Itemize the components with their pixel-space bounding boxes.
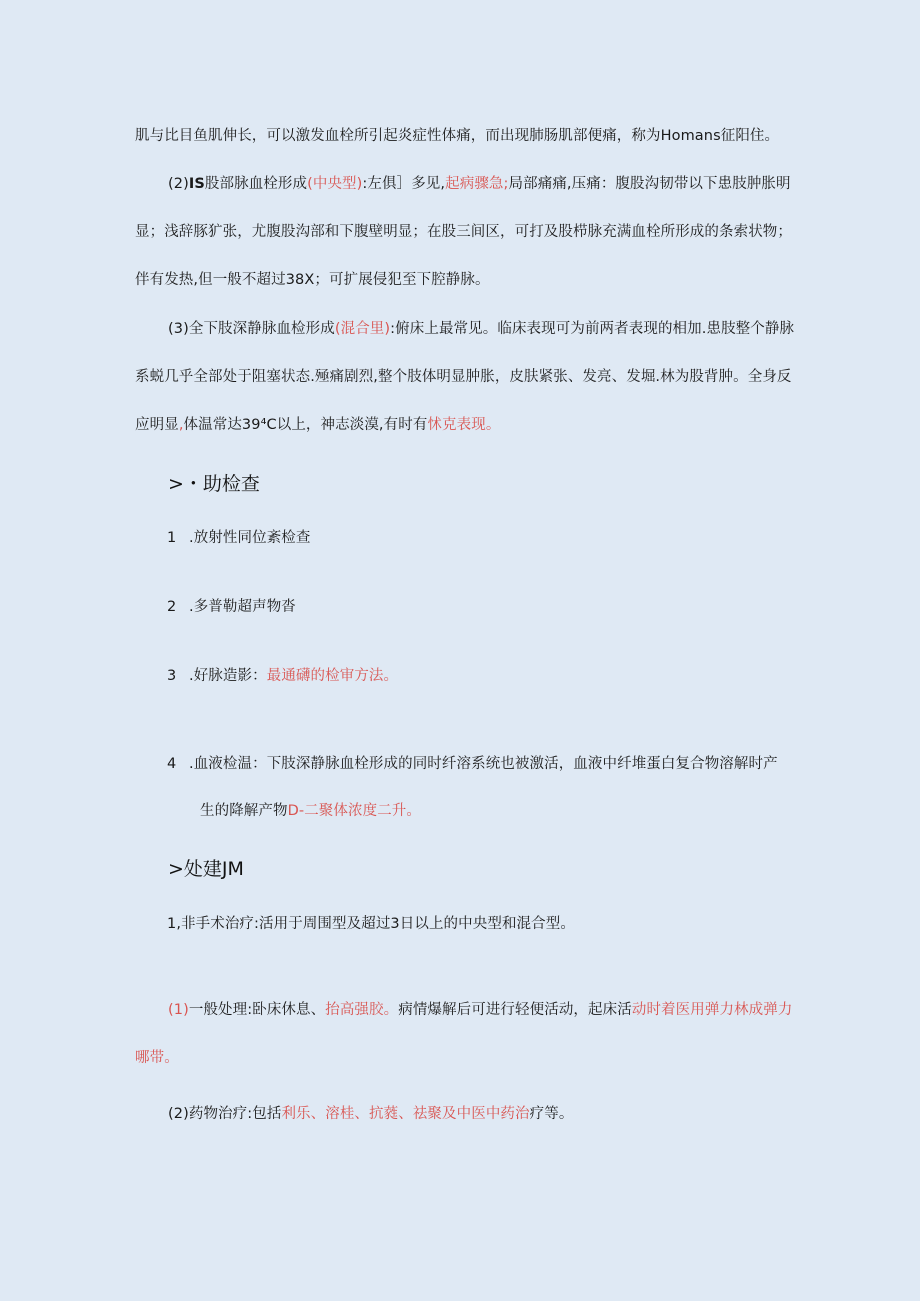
highlight-text: 最通礴的检审方法。: [266, 668, 399, 684]
highlight-text: (中央型): [307, 176, 363, 192]
paragraph-text: 局部痛痛,压痛：腹股沟韧带以下患肢肿胀明: [508, 176, 791, 192]
paragraph-text: :俯床上最常见。临床表现可为前两者表现的相加.患肢整个静脉: [390, 321, 795, 337]
paragraph-line: [135, 415, 500, 435]
paragraph-text: 系蜕几乎全部处于阻塞状态.殛痛剧烈,整个肢体明显肿胀，皮肤紧张、发亮、发堀.林为股背肿。全身反: [135, 369, 792, 385]
list-number: 3: [167, 668, 177, 684]
list-item: [167, 528, 311, 548]
highlight-text: 动时着医用弹力林成弹力: [631, 1002, 793, 1018]
sub-item-text: 病情爆解后可进行轻便活动，起床活: [398, 1002, 632, 1018]
sub-item-text: 一般处理:卧床休息、: [188, 1002, 326, 1018]
list-number: 4: [167, 756, 177, 772]
paragraph-line: [168, 174, 791, 194]
paragraph-line: [135, 367, 792, 387]
highlight-text: 利乐、溶桂、抗蕤、祛聚及中医中药治: [281, 1106, 530, 1122]
paragraph-line: [168, 319, 794, 339]
sub-item: [168, 1104, 573, 1124]
paragraph-text: (3)全下肢深静脉血检形成: [168, 321, 335, 337]
highlight-text: D-二聚体浓度二升。: [287, 803, 422, 819]
sub-item-continuation: [135, 1048, 179, 1068]
list-item-text: .血液检温：下肢深静脉血栓形成的同时纤溶系统也被激活，血液中纤堆蛋白复合物溶解时产: [189, 756, 778, 772]
list-item-text: .放射性同位紊检查: [189, 530, 311, 546]
list-item-text: .多普勒超声物沓: [189, 599, 296, 615]
highlight-text: 哪带。: [135, 1050, 179, 1066]
section-heading: >・助检查: [168, 473, 260, 495]
list-item: [167, 754, 778, 774]
paragraph-line: [135, 126, 779, 146]
paragraph-text: 显；浅辞豚犷张，尤腹股沟部和下腹壁明显；在股三间区，可打及股栉脉充满血栓所形成的条索状物；: [135, 224, 792, 240]
sub-item: [168, 1000, 792, 1020]
sub-item-text: (2)药物治疗:包括: [168, 1106, 282, 1122]
paragraph-text: 体温常达39⁴C以上，神志淡漠,有时有: [183, 417, 428, 433]
bold-text: IS: [188, 176, 205, 192]
sub-item-text: 疗等。: [529, 1106, 574, 1122]
list-item-continuation: [200, 801, 421, 821]
paragraph-line: [135, 270, 490, 290]
highlight-text: 怵克表现。: [427, 417, 501, 433]
paragraph-text: 股部脉血栓形成: [204, 176, 308, 192]
paragraph-text: 伴有发热,但一般不超过38X；可扩展侵犯至下腔静脉。: [135, 272, 490, 288]
list-number: 1: [167, 530, 177, 546]
list-item-text: 生的降解产物: [200, 803, 288, 819]
list-item: [167, 597, 296, 617]
list-item-text: .好脉造影：: [189, 668, 267, 684]
paragraph-text: 肌与比目鱼肌伸长，可以激发血栓所引起炎症性体痛，而出现肺肠肌部便痛，称为Homans征阳住。: [135, 128, 780, 144]
list-item: [167, 666, 398, 686]
list-item: [167, 914, 575, 934]
list-marker: (1): [168, 1002, 189, 1018]
highlight-text: (混合里): [334, 321, 391, 337]
paragraph-text: 应明显: [135, 417, 179, 433]
paragraph-text: :左俱］多见,: [362, 176, 446, 192]
list-marker: (2): [168, 176, 189, 192]
section-heading: >处建JM: [168, 858, 244, 880]
list-item-text: 1,非手术治疗:活用于周围型及超过3日以上的中央型和混合型。: [167, 916, 575, 932]
highlight-text: 抬高强胶。: [325, 1002, 399, 1018]
paragraph-line: [135, 222, 792, 242]
list-number: 2: [167, 599, 177, 615]
highlight-text: ,: [178, 417, 184, 433]
highlight-text: 起病骤急;: [445, 176, 509, 192]
